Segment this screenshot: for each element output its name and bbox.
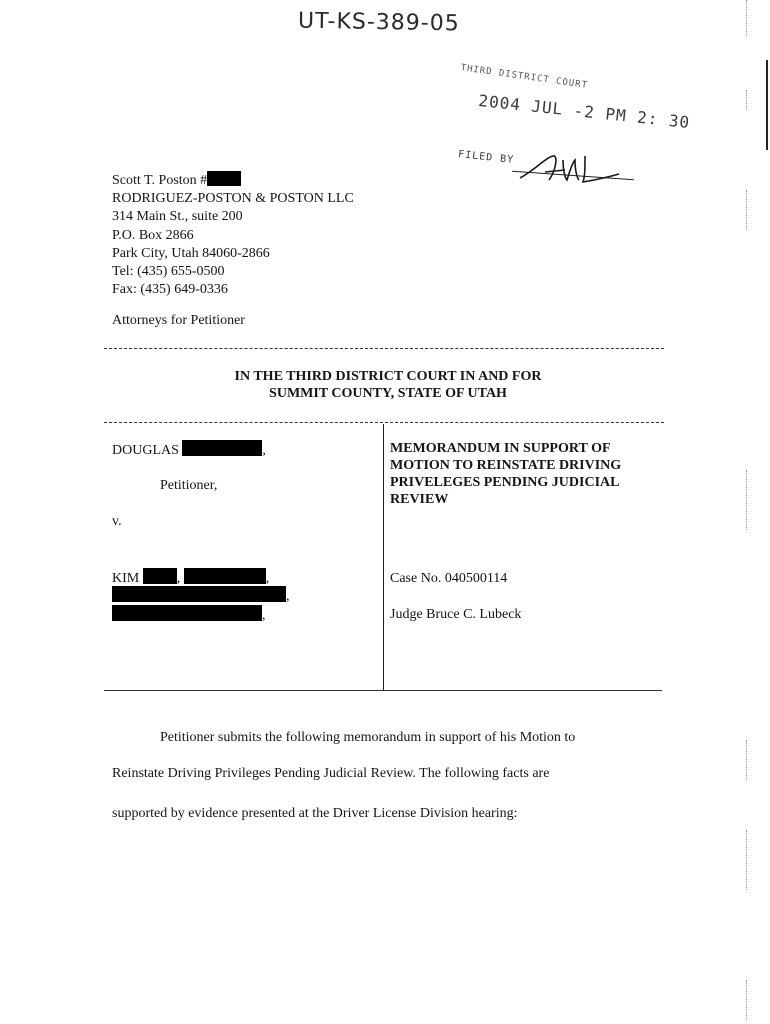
court-title-line2: SUMMIT COUNTY, STATE OF UTAH xyxy=(269,386,507,401)
body-line-2: Reinstate Driving Privileges Pending Judicial Review. The following facts are xyxy=(112,766,550,781)
scan-margin-mark xyxy=(746,740,751,780)
petitioner-role: Petitioner, xyxy=(160,478,218,493)
court-stamp-header: THIRD DISTRICT COURT xyxy=(459,63,589,91)
versus-label: v. xyxy=(112,514,122,529)
punctuation: , xyxy=(265,571,270,586)
attorney-block xyxy=(112,171,354,299)
attorney-firm: RODRIGUEZ-POSTON & POSTON LLC xyxy=(112,191,354,207)
punctuation: , xyxy=(176,571,181,586)
respondent-address-line1 xyxy=(112,586,290,605)
clerk-signature xyxy=(515,150,625,190)
scan-margin-mark xyxy=(746,0,751,36)
attorneys-for-label: Attorneys for Petitioner xyxy=(112,313,245,328)
memorandum-title-line4: REVIEW xyxy=(390,492,449,507)
punctuation: , xyxy=(286,589,290,604)
punctuation: , xyxy=(262,443,266,458)
petitioner-name: DOUGLAS xyxy=(112,443,179,458)
attorney-city: Park City, Utah 84060-2866 xyxy=(112,245,270,261)
handwritten-document-number: UT-KS-389-05 xyxy=(297,8,460,37)
petitioner-name-line xyxy=(112,440,266,459)
punctuation: , xyxy=(262,608,266,623)
scan-margin-mark xyxy=(746,90,751,110)
judge-name: Judge Bruce C. Lubeck xyxy=(390,607,522,622)
court-title xyxy=(112,368,664,402)
caption-top-rule xyxy=(104,422,664,423)
attorney-name-line xyxy=(112,171,354,190)
redaction-bar xyxy=(184,568,266,584)
scan-margin-mark xyxy=(746,190,751,230)
respondent-name-line xyxy=(112,568,269,587)
section-divider xyxy=(104,348,664,349)
scan-edge-mark xyxy=(766,60,768,150)
redaction-bar xyxy=(112,605,262,621)
body-line-1: Petitioner submits the following memorandum in support of his Motion to xyxy=(160,730,576,745)
redaction-bar xyxy=(207,171,241,186)
court-title-line1: IN THE THIRD DISTRICT COURT IN AND FOR xyxy=(234,369,542,384)
memorandum-title-line3: PRIVELEGES PENDING JUDICIAL xyxy=(390,475,620,490)
body-line-3: supported by evidence presented at the Driver License Division hearing: xyxy=(112,806,518,821)
respondent-name: KIM xyxy=(112,571,140,586)
redaction-bar xyxy=(182,440,262,456)
respondent-address-line2 xyxy=(112,605,266,624)
attorney-street: 314 Main St., suite 200 xyxy=(112,209,243,225)
scan-margin-mark xyxy=(746,980,751,1020)
memorandum-title-line1: MEMORANDUM IN SUPPORT OF xyxy=(390,441,611,456)
memorandum-title xyxy=(390,440,665,508)
redaction-bar xyxy=(143,568,177,584)
attorney-tel: Tel: (435) 655-0500 xyxy=(112,264,225,280)
court-stamp-date: 2004 JUL -2 PM 2: 30 xyxy=(477,90,692,133)
caption-divider xyxy=(383,424,384,690)
redaction-bar xyxy=(112,586,286,602)
memorandum-title-line2: MOTION TO REINSTATE DRIVING xyxy=(390,458,622,473)
scan-margin-mark xyxy=(746,470,751,530)
attorney-fax: Fax: (435) 649-0336 xyxy=(112,282,228,298)
court-stamp-filed-by: FILED BY xyxy=(457,149,515,166)
scan-margin-mark xyxy=(746,830,751,890)
case-number: Case No. 040500114 xyxy=(390,571,508,586)
attorney-name: Scott T. Poston # xyxy=(112,173,208,188)
attorney-po-box: P.O. Box 2866 xyxy=(112,227,194,243)
caption-bottom-rule xyxy=(104,690,662,691)
